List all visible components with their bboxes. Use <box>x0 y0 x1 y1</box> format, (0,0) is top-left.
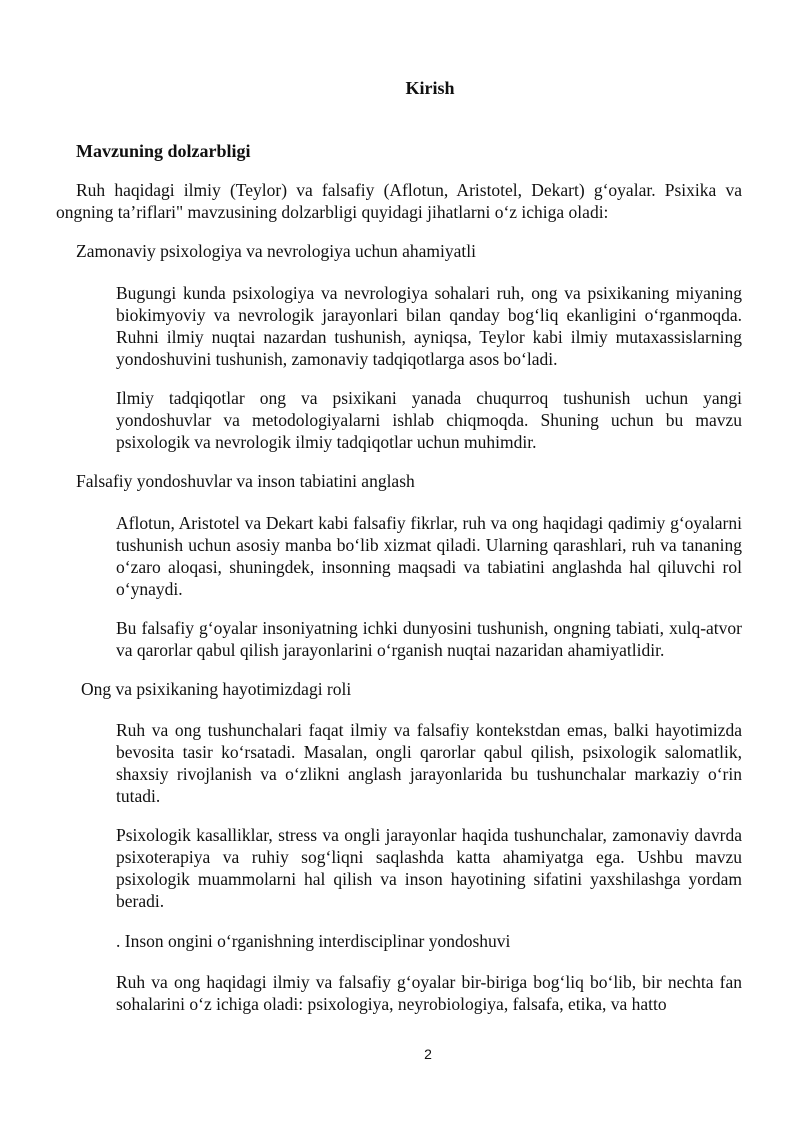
paragraph-3-3: . Inson ongini o‘rganishning interdisciplinar yondoshuvi <box>116 931 511 951</box>
document-title: Kirish <box>405 78 455 98</box>
subheading-modern-psychology: Zamonaviy psixologiya va nevrologiya uchun ahamiyatli <box>76 241 476 261</box>
subheading-role-in-life: Ong va psixikaning hayotimizdagi roli <box>81 679 352 699</box>
paragraph-2-2: Bu falsafiy g‘oyalar insoniyatning ichki dunyosini tushunish, ongning tabiati, xulq-atvor va qarorlar qabul qilish jarayonlarini o‘rganish nuqtai nazaridan ahamiyatlidir. <box>116 618 742 660</box>
paragraph-1-2: Ilmiy tadqiqotlar ong va psixikani yanada chuqurroq tushunish uchun yangi yondoshuvlar va metodologiyalarni ishlab chiqmoqda. Shuning uchun bu mavzu psixologik va nevrologik ilmiy tadqiqotlar uchun muhimdir. <box>116 388 742 452</box>
section-heading: Mavzuning dolzarbligi <box>76 141 251 161</box>
page-number: 2 <box>424 1046 432 1062</box>
subheading-philosophical-approaches: Falsafiy yondoshuvlar va inson tabiatini anglash <box>76 471 415 491</box>
paragraph-3-4: Ruh va ong haqidagi ilmiy va falsafiy g‘oyalar bir-biriga bog‘liq bo‘lib, bir nechta fan sohalarini o‘z ichiga oladi: psixologiya, neyrobiologiya, falsafa, etika, va hatto <box>116 972 742 1014</box>
paragraph-3-2: Psixologik kasalliklar, stress va ongli jarayonlar haqida tushunchalar, zamonaviy davrda psixoterapiya va ruhiy sog‘liqni saqlashda katta ahamiyatga ega. Ushbu mavzu psixologik muammolarni hal qilish va inson hayotining sifatini yaxshilashga yordam beradi. <box>116 825 742 911</box>
intro-paragraph: Ruh haqidagi ilmiy (Teylor) va falsafiy (Aflotun, Aristotel, Dekart) g‘oyalar. Psixika va ongning ta’riflari" mavzusining dolzarbligi quyidagi jihatlarni o‘z ichiga oladi: <box>56 180 742 222</box>
paragraph-3-1: Ruh va ong tushunchalari faqat ilmiy va falsafiy kontekstdan emas, balki hayotimizda bevosita tasir ko‘rsatadi. Masalan, ongli qarorlar qabul qilish, psixologik salomatlik, shaxsiy rivojlanish va o‘zlikni anglash jarayonlarida bu tushunchalar markaziy o‘rin tutadi. <box>116 720 742 806</box>
paragraph-2-1: Aflotun, Aristotel va Dekart kabi falsafiy fikrlar, ruh va ong haqidagi qadimiy g‘oyalarni tushunish uchun asosiy manba bo‘lib xizmat qiladi. Ularning qarashlari, ruh va tananing o‘zaro aloqasi, shuningdek, insonning maqsadi va tabiatini anglashda hal qiluvchi rol o‘ynaydi. <box>116 513 742 599</box>
paragraph-1-1: Bugungi kunda psixologiya va nevrologiya sohalari ruh, ong va psixikaning miyaning biokimyoviy va nevrologik jarayonlari bilan qanday bog‘liq ekanligini o‘rganmoqda. Ruhni ilmiy nuqtai nazardan tushunish, ayniqsa, Teylor kabi ilmiy mutaxassislarning yondoshuvini tushunish, zamonaviy tadqiqotlarga asos bo‘ladi. <box>116 283 742 369</box>
